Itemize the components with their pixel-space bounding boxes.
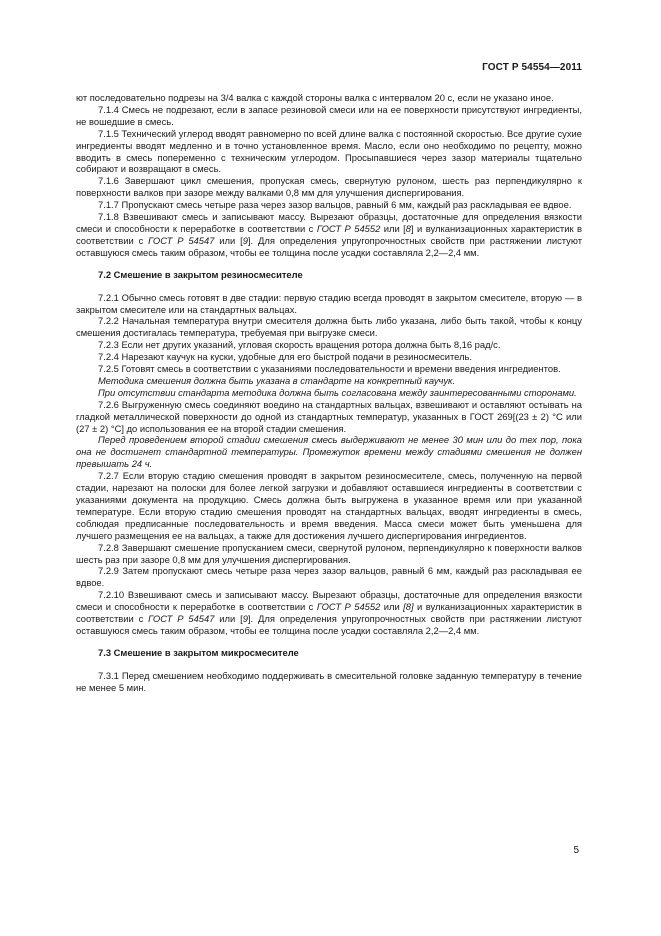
- reference-gost-54547: ГОСТ Р 54547: [148, 613, 215, 625]
- paragraph-7-1-7: 7.1.7 Пропускают смесь четыре раза через зазор вальцов, равный 6 мм, каждый раз раскладывая ее вдвое.: [98, 199, 572, 211]
- paragraph-7-2-6: 7.2.6 Выгруженную смесь соединяют воедино на стандартных вальцах, взвешивают и оставляют остывать на гладкой металлической поверхности до одной из стандартных температур, указанных в ГОСТ 269[(23 ± 2) °С или (27 ± 2) °С] до использования ее на второй стадии смешения.: [76, 398, 582, 434]
- page-number: 5: [573, 845, 579, 856]
- note-holding-time: Перед проведением второй стадии смешения смесь выдерживают не менее 30 мин или до тех пор, пока она не достигнет стандартной температуры. Промежуток времени между стадиями смешения не должен превышать 24 ч.: [76, 434, 582, 470]
- paragraph-continuation: ют последовательно подрезы на 3/4 валка с каждой стороны валка с интервалом 20 с, если не указано иное.: [76, 92, 554, 103]
- text-run: 7.2.10 Взвешивают смесь и записывают массу. Вырезают образцы, достаточные для определения вязкости смеси и способности к переработке в соответствии с: [76, 589, 582, 613]
- text-run: ] и вулканизационных характеристик в соответствии с: [76, 222, 582, 246]
- reference-gost-54547: ГОСТ Р 54547: [148, 234, 215, 246]
- note-method: Методика смешения должна быть указана в стандарте на конкретный каучук.: [98, 374, 456, 386]
- reference-8: 8: [405, 222, 411, 234]
- text-run: или [: [380, 222, 406, 234]
- paragraph-7-2-2: 7.2.2 Начальная температура внутри смесителя должна быть либо указана, либо быть такой, чтобы к концу смешения достигалась температура, требуемая при выгрузке смеси.: [76, 315, 582, 339]
- paragraph-7-2-10: [76, 589, 582, 637]
- paragraph-7-2-8: 7.2.8 Завершают смешение пропусканием смеси, свернутой рулоном, перпендикулярно к поверхности валков шесть раз при зазоре 0,8 мм для улучшения диспергирования.: [76, 541, 582, 565]
- paragraph-7-1-8: [76, 211, 582, 259]
- reference-9: 9: [242, 613, 248, 625]
- paragraph-7-2-1: 7.2.1 Обычно смесь готовят в две стадии: первую стадию всегда проводят в закрытом смесителе, вторую — в закрытом смесителе или на стандартных вальцах.: [76, 291, 582, 315]
- section-heading-7-3: 7.3 Смешение в закрытом микросмесителе: [98, 646, 299, 658]
- paragraph-7-2-7: 7.2.7 Если вторую стадию смешения проводят в закрытом резиносмесителе, смесь, полученную на первой стадии, нарезают на полоски для более легкой загрузки и добавляют оставшиеся ингредиенты в соответствии с указаниями документа на продукцию. Смесь должна быть выгружена в указанное время или при указанной температуре. Если вторую стадию смешения проводят на стандартных вальцах, вводят ингредиенты в смесь, соблюдая предписанные последовательность и время введения. Масса смеси может быть уменьшена для лучшего размещения ее на вальцах, а также для достижения лучшего диспергирования ингредиентов.: [76, 470, 582, 541]
- reference-9: 9: [242, 234, 248, 246]
- text-run: 7.1.8 Взвешивают смесь и записывают массу. Вырезают образцы, достаточные для определения вязкости смеси и способности к переработке в соответствии с: [76, 211, 582, 234]
- paragraph-7-1-5: 7.1.5 Технический углерод вводят равномерно по всей длине валка с постоянной скоростью. Все другие сухие ингредиенты вводят медленно и в точно установленное время. Масло, если оно необходимо по рецепту, можно вводить в смесь попеременно с техническим углеродом. Просыпавшиеся через зазор материалы тщательно собирают и возвращают в смесь.: [76, 127, 582, 175]
- paragraph-7-2-4: 7.2.4 Нарезают каучук на куски, удобные для его быстрой подачи в резиносмеситель.: [98, 351, 473, 363]
- text-run: или [: [214, 613, 243, 625]
- standard-code-header: ГОСТ Р 54554—2011: [482, 62, 582, 73]
- text-run: ]. Для определения упругопрочностных свойств при растяжении листуют оставшуюся смесь таким образом, чтобы ее толщина после усадки составляла 2,2—2,4 мм.: [76, 613, 582, 636]
- reference-8: [8]: [403, 601, 414, 613]
- note-agreement: При отсутствии стандарта методика должна быть согласована между заинтересованными сторонами.: [98, 386, 577, 398]
- document-body: [76, 92, 582, 694]
- reference-gost-54552: ГОСТ Р 54552: [316, 601, 381, 613]
- text-run: или: [380, 601, 404, 613]
- paragraph-7-3-1: 7.3.1 Перед смешением необходимо поддерживать в смесительной головке заданную температуру в течение не менее 5 мин.: [76, 669, 582, 693]
- section-heading-7-2: 7.2 Смешение в закрытом резиносмесителе: [98, 268, 303, 280]
- reference-gost-54552: ГОСТ Р 54552: [316, 222, 381, 234]
- text-run: ]. Для определения упругопрочностных свойств при растяжении листуют оставшуюся смесь таким образом, чтобы ее толщина после усадки составляла 2,2—2,4 мм.: [76, 234, 582, 258]
- paragraph-7-1-4: 7.1.4 Смесь не подрезают, если в запасе резиновой смеси или на ее поверхности присутствуют ингредиенты, не вошедшие в смесь.: [76, 103, 582, 127]
- paragraph-7-2-5: 7.2.5 Готовят смесь в соответствии с указаниями последовательности и времени введения ингредиентов.: [98, 363, 561, 375]
- paragraph-7-2-3: 7.2.3 Если нет других указаний, угловая скорость вращения ротора должна быть 8,16 рад/с.: [98, 339, 501, 351]
- text-run: или [: [214, 234, 243, 246]
- paragraph-7-1-6: 7.1.6 Завершают цикл смешения, пропуская смесь, свернутую рулоном, шесть раз перпендикулярно к поверхности валков при зазоре между валками 0,8 мм для улучшения диспергирования.: [76, 175, 582, 199]
- text-run: и вулканизационных характеристик в соответствии с: [76, 601, 583, 625]
- paragraph-7-2-9: 7.2.9 Затем пропускают смесь четыре раза через зазор вальцов, равный 6 мм, каждый раз раскладывая ее вдвое.: [76, 565, 582, 589]
